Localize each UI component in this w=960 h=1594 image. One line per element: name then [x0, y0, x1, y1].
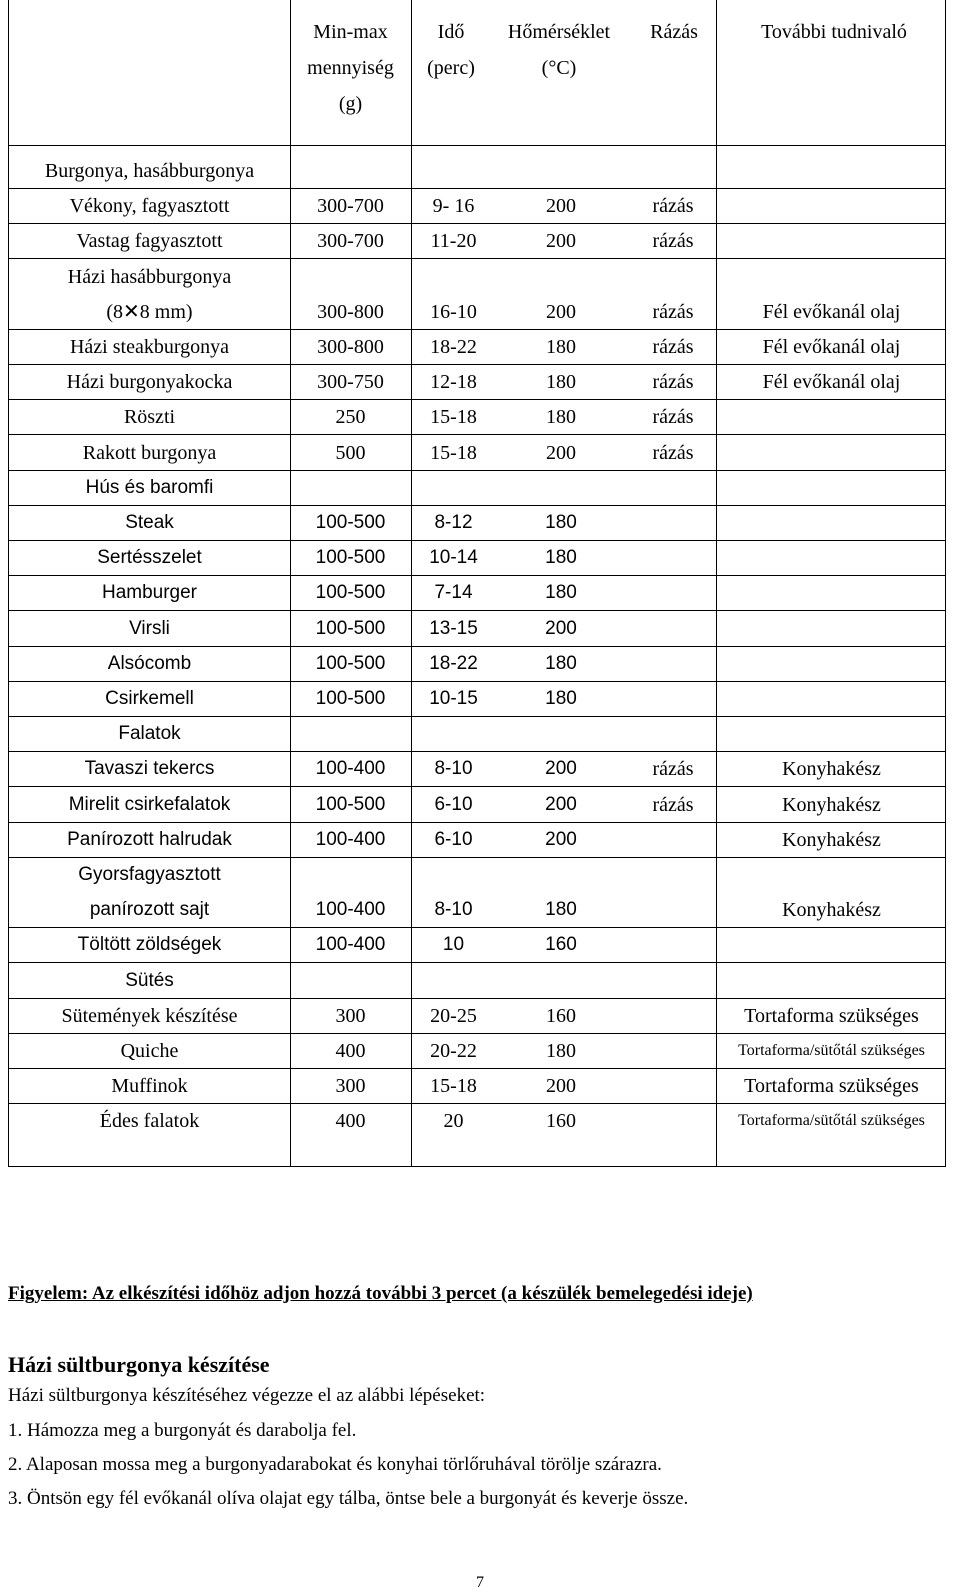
row-amount: 100-400: [315, 828, 386, 850]
row-shake: rázás: [652, 195, 694, 218]
table-row: [9, 963, 945, 999]
row-temperature: 180: [546, 336, 576, 358]
row-name: Alsócomb: [107, 652, 192, 674]
table-row: [9, 188, 945, 224]
row-temperature: 180: [546, 1040, 576, 1062]
row-amount: 100-500: [315, 582, 386, 604]
header-amount: Min-max mennyiség (g): [307, 21, 394, 115]
row-shake: rázás: [652, 371, 694, 394]
table-row: [9, 822, 945, 858]
header-shake: Rázás: [650, 21, 698, 43]
table-row: [9, 153, 945, 189]
row-temperature: 200: [546, 300, 576, 323]
table-row: [9, 751, 945, 787]
table-row: [9, 223, 945, 259]
row-note: Tortaforma/sütőtál szükséges: [738, 1112, 925, 1130]
row-temperature: 200: [545, 617, 577, 639]
row-note: Tortaforma szükséges: [744, 1004, 919, 1027]
row-shake: rázás: [652, 793, 694, 816]
row-amount: 100-500: [315, 688, 386, 709]
row-name: Röszti: [123, 406, 176, 429]
row-temperature: 180: [546, 371, 576, 394]
row-temperature: 200: [545, 793, 577, 815]
row-name: Sertésszelet: [97, 547, 202, 569]
row-name: Virsli: [129, 617, 170, 639]
row-time: 13-15: [429, 617, 478, 639]
row-name: Csirkemell: [105, 688, 194, 709]
row-name: Burgonya, hasábburgonya: [44, 160, 255, 182]
row-shake: rázás: [652, 336, 694, 358]
row-note: Fél evőkanál olaj: [762, 336, 901, 358]
table-row: [9, 329, 945, 365]
table-row: [9, 259, 945, 295]
row-temperature: 180: [545, 652, 577, 674]
row-name: Rakott burgonya: [82, 441, 217, 464]
row-time: 9- 16: [432, 195, 475, 218]
row-time: 11-20: [430, 230, 477, 253]
row-time: 12-18: [430, 371, 477, 394]
header-divider: [9, 145, 945, 146]
row-temperature: 200: [546, 195, 576, 218]
row-time: 15-18: [430, 406, 477, 429]
row-name: Töltött zöldségek: [77, 934, 222, 956]
table-row: [9, 927, 945, 963]
row-amount: 300-750: [317, 371, 384, 394]
row-amount: 400: [335, 1040, 366, 1062]
row-name: Tavaszi tekercs: [84, 758, 215, 780]
table-row: [9, 1103, 945, 1139]
row-time: 8-10: [434, 758, 473, 780]
row-shake: rázás: [652, 300, 694, 323]
table-row: [9, 681, 945, 717]
row-temperature: 200: [545, 828, 577, 850]
row-amount: 300-800: [317, 336, 384, 358]
row-note: Konyhakész: [782, 758, 881, 781]
table-row: [9, 1033, 945, 1069]
row-time: 7-14: [434, 582, 473, 604]
row-amount: 250: [335, 406, 366, 429]
row-temperature: 180: [545, 512, 577, 533]
row-temperature: 180: [545, 547, 577, 569]
row-name: Házi steakburgonya: [69, 336, 230, 358]
row-temperature: 180: [545, 899, 577, 921]
row-name: Panírozott halrudak: [67, 828, 232, 850]
row-amount: 100-500: [315, 617, 386, 639]
row-name: Steak: [125, 512, 174, 533]
header-temperature: Hőmérséklet (°C): [507, 21, 611, 79]
row-amount: 400: [335, 1110, 366, 1133]
row-amount: 300: [335, 1075, 366, 1098]
row-name: Muffinok: [111, 1075, 188, 1098]
row-amount: 100-500: [315, 652, 386, 674]
table-row: [9, 857, 945, 893]
table-row: [9, 1068, 945, 1104]
row-time: 10: [442, 934, 465, 956]
row-note: Fél evőkanál olaj: [762, 371, 901, 394]
row-name: Sütés: [125, 969, 174, 991]
row-amount: 100-500: [315, 793, 386, 815]
row-note: Konyhakész: [782, 899, 881, 922]
row-temperature: 200: [546, 1075, 576, 1098]
row-temperature: 160: [546, 1004, 576, 1027]
table-row: [9, 646, 945, 682]
row-name: Vékony, fagyasztott: [69, 195, 230, 218]
row-shake: rázás: [652, 758, 694, 781]
row-time: 8-10: [434, 899, 473, 921]
row-amount: 500: [335, 441, 366, 464]
cooking-table: [8, 0, 946, 1167]
row-name: Vastag fagyasztott: [76, 230, 223, 253]
row-shake: rázás: [652, 441, 694, 464]
section-title: Házi sültburgonya készítése: [8, 1352, 270, 1377]
row-name: Édes falatok: [99, 1110, 200, 1133]
row-amount: 300: [335, 1004, 366, 1027]
row-temperature: 180: [545, 688, 577, 709]
row-amount: 100-400: [315, 934, 386, 956]
row-amount: 300-700: [317, 230, 384, 253]
table-row: [9, 399, 945, 435]
row-name: panírozott sajt: [89, 899, 210, 921]
notice-text: Figyelem: Az elkészítési időhöz adjon hozzá további 3 percet (a készülék bemelegedési ideje): [8, 1283, 753, 1304]
row-name: Quiche: [120, 1040, 179, 1062]
table-row: [9, 435, 945, 471]
row-time: 20-22: [430, 1040, 477, 1062]
row-note: Fél evőkanál olaj: [762, 300, 901, 323]
row-temperature: 200: [546, 230, 576, 253]
row-name: Házi hasábburgonya: [67, 265, 232, 288]
table-row: [9, 364, 945, 400]
row-time: 18-22: [430, 336, 477, 358]
row-time: 20-25: [430, 1004, 477, 1027]
row-amount: 100-500: [315, 512, 386, 533]
step-2: 2. Alaposan mossa meg a burgonyadarabokat és konyhai törlőruhával törölje szárazra.: [8, 1454, 662, 1475]
table-row: [9, 470, 945, 506]
row-time: 15-18: [430, 441, 477, 464]
row-name: Sütemények készítése: [61, 1004, 238, 1027]
row-temperature: 200: [546, 441, 576, 464]
header-notes: További tudnivaló: [761, 21, 907, 43]
table-row: [9, 998, 945, 1034]
step-1: 1. Hámozza meg a burgonyát és darabolja fel.: [8, 1420, 357, 1441]
row-amount: 100-500: [315, 547, 386, 569]
row-time: 18-22: [429, 652, 478, 674]
row-temperature: 160: [546, 1110, 576, 1133]
row-name: Házi burgonyakocka: [66, 371, 233, 394]
row-temperature: 180: [545, 582, 577, 604]
row-amount: 300-800: [317, 300, 384, 323]
row-name: Falatok: [118, 723, 181, 745]
table-row: [9, 892, 945, 928]
row-time: 6-10: [434, 793, 473, 815]
row-amount: 300-700: [317, 195, 384, 218]
table-row: [9, 575, 945, 611]
row-note: Konyhakész: [782, 793, 881, 816]
row-temperature: 160: [545, 934, 577, 956]
table-row: [9, 787, 945, 823]
header-time: Idő (perc): [427, 21, 475, 79]
row-time: 6-10: [434, 828, 473, 850]
row-time: 15-18: [430, 1075, 477, 1098]
step-3: 3. Öntsön egy fél evőkanál olíva olajat egy tálba, öntse bele a burgonyát és keverje össze.: [8, 1488, 689, 1509]
table-row: [9, 540, 945, 576]
intro-text: Házi sültburgonya készítéséhez végezze el az alábbi lépéseket:: [8, 1385, 486, 1406]
row-time: 16-10: [430, 300, 477, 323]
row-temperature: 180: [546, 406, 576, 429]
row-note: Konyhakész: [782, 828, 881, 851]
row-temperature: 200: [545, 758, 577, 780]
row-shake: rázás: [652, 406, 694, 429]
row-note: Tortaforma szükséges: [744, 1075, 919, 1098]
page-number: 7: [476, 1574, 484, 1591]
row-time: 8-12: [434, 512, 473, 533]
row-note: Tortaforma/sütőtál szükséges: [738, 1042, 925, 1059]
table-row: [9, 716, 945, 752]
row-name: Hamburger: [101, 582, 198, 604]
row-shake: rázás: [652, 230, 694, 253]
table-row: [9, 505, 945, 541]
row-name: Mirelit csirkefalatok: [68, 793, 231, 815]
row-name: Gyorsfagyasztott: [78, 864, 221, 885]
row-amount: 100-400: [315, 758, 386, 780]
row-amount: 100-400: [315, 899, 386, 921]
table-row: [9, 294, 945, 330]
row-name: Hús és baromfi: [85, 476, 214, 498]
row-name: (8✕8 mm): [106, 300, 193, 323]
row-time: 10-14: [429, 547, 478, 569]
row-time: 20: [443, 1110, 464, 1133]
row-time: 10-15: [429, 688, 478, 709]
table-row: [9, 611, 945, 647]
